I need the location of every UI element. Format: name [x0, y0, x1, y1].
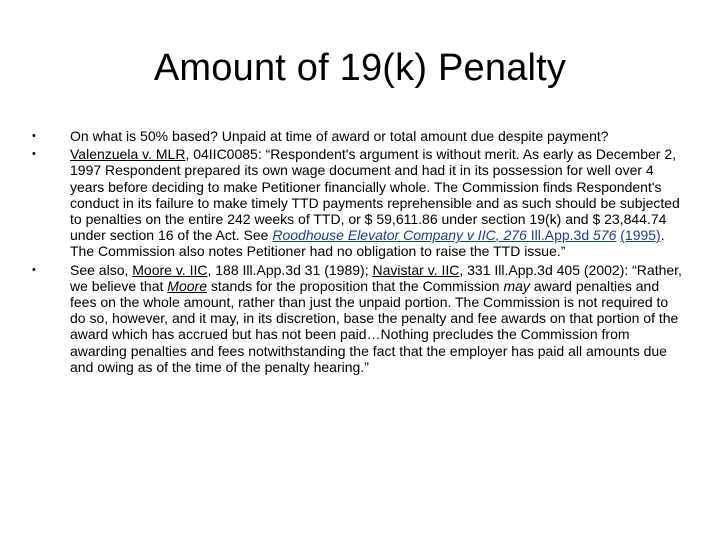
bullet-text: . The Commission also notes Petitioner had no obligation to raise the TTD issue.” — [70, 227, 665, 260]
bullet-item — [32, 128, 687, 144]
case-name-moore: Moore v. IIC — [132, 261, 208, 278]
link-roodhouse-year[interactable]: (1995) — [620, 227, 661, 244]
case-name-valenzuela: Valenzuela v. MLR — [70, 146, 186, 163]
bullet-text: , 04IIC0085: “Respondent's argument is without merit. As early as December 2, 1997 Respondent prepared its own wage document and had it in its possession for well over 4 years before deciding to make Petitioner financially whole. The Commission finds Respondent's conduct in its failure to make timely TTD payments reprehensible and as such should be subjected to penalties on the entire 242 weeks of TTD, or $ 59,611.86 under section 19(k) and $ 23,844.74 under section 16 of the Act. See — [70, 146, 680, 244]
bullet-text: , 188 Ill.App.3d 31 (1989); — [207, 261, 373, 278]
bullet-icon: • — [32, 130, 36, 142]
case-name-navistar: Navistar v. IIC — [372, 261, 460, 278]
bullet-list — [32, 128, 687, 377]
bullet-text: On what is 50% based? Unpaid at time of award or total amount due despite payment? — [70, 128, 609, 144]
link-roodhouse-cite-b[interactable]: Ill.App.3d — [530, 227, 590, 244]
link-roodhouse-cite-c[interactable]: 576 — [589, 227, 617, 244]
emphasis-may: may — [503, 277, 530, 294]
slide-title: Amount of 19(k) Penalty — [153, 47, 567, 89]
bullet-text: , 331 Ill.App.3d 405 (2002): “Rather, we believe that — [70, 261, 682, 294]
bullet-text: award penalties and fees on the whole amount, rather than just the unpaid portion. The Commission is not required to do so, however, and it may, in its discretion, base the penalty and fee awards on that portion of the award which has accrued but has not been paid…Nothing precludes the Commission from awarding penalties and fees notwithstanding the fact that the employer has paid all amounts due and owing as of the time of the penalty hearing.” — [70, 277, 679, 375]
bullet-item — [32, 262, 687, 375]
bullet-item — [32, 146, 687, 259]
link-roodhouse-cite-a[interactable]: , 276 — [495, 227, 531, 244]
link-roodhouse-case[interactable]: Roodhouse Elevator Company v IIC — [272, 227, 496, 244]
bullet-icon: • — [32, 263, 36, 276]
bullet-text: stands for the proposition that the Commission — [206, 277, 504, 294]
case-name-moore-ref: Moore — [167, 277, 207, 294]
bullet-text: See also, — [70, 261, 133, 278]
bullet-icon: • — [32, 148, 36, 161]
